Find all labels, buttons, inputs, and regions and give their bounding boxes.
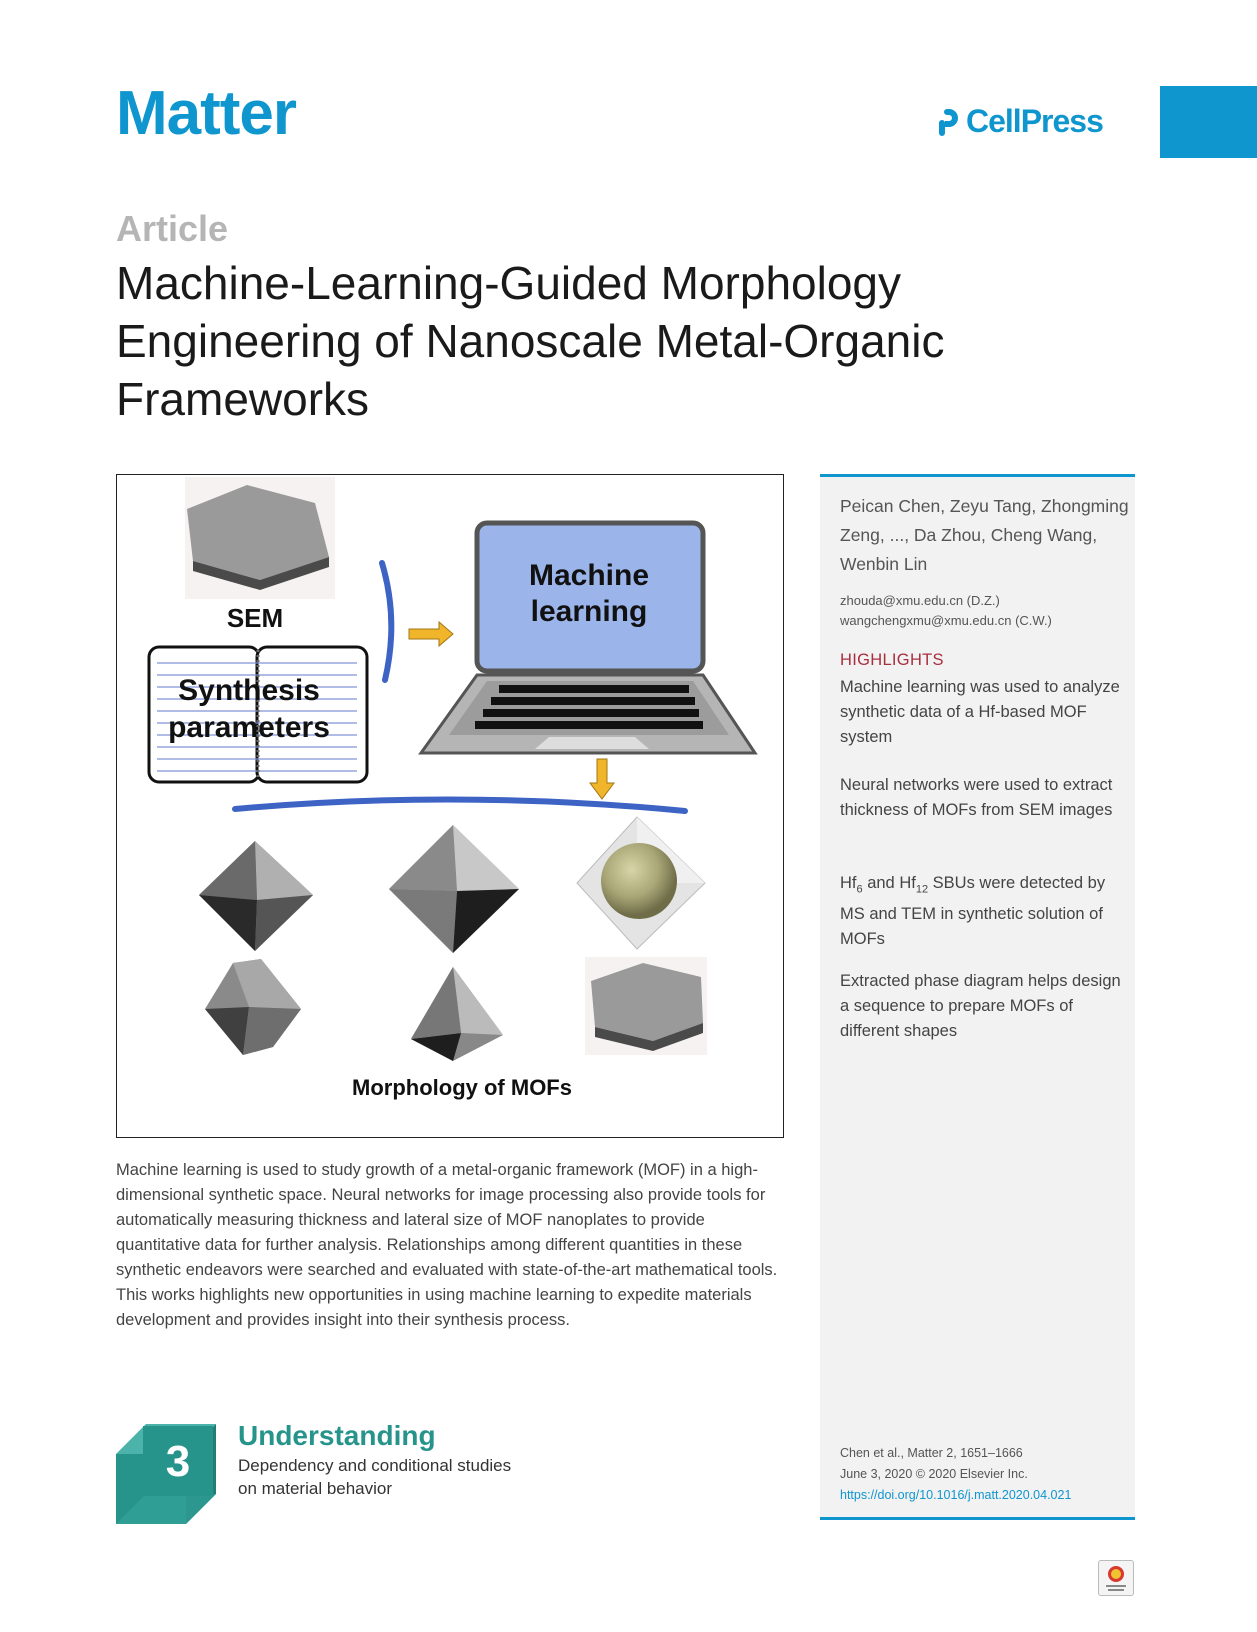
cellpress-logo-icon	[931, 105, 963, 137]
highlights-heading: HIGHLIGHTS	[840, 651, 944, 669]
journal-name: Matter	[116, 79, 297, 148]
highlight-item: Machine learning was used to analyze synthetic data of a Hf-based MOF system	[840, 678, 1120, 746]
truncated-octahedron-shape	[205, 959, 301, 1055]
level-description-line: on material behavior	[238, 1479, 393, 1498]
arrow-down-icon	[590, 759, 614, 799]
citation-block	[840, 1443, 1071, 1506]
publisher-name: CellPress	[966, 103, 1103, 139]
octahedron-shape	[199, 841, 313, 951]
doi-link[interactable]: https://doi.org/10.1016/j.matt.2020.04.021	[840, 1488, 1072, 1502]
graphical-abstract	[116, 474, 784, 1138]
level-cube-icon	[116, 1424, 216, 1524]
octahedron-sphere-shape	[577, 817, 705, 949]
article-type: Article	[116, 208, 229, 249]
screen-label-line2: learning	[530, 595, 648, 628]
level-description-line: Dependency and conditional studies	[238, 1456, 512, 1475]
level-title: Understanding	[238, 1420, 436, 1451]
brace-shape	[235, 799, 685, 811]
bracket-shape	[382, 563, 391, 680]
highlight-item: $Hf_6$ and $Hf_{12}$ SBUs were detected by MS and TEM in synthetic solution of MOFs	[840, 874, 1106, 949]
sem-label: SEM	[226, 603, 284, 633]
article-title: Machine-Learning-Guided Morphology Engineering of Nanoscale Metal-Organic Frameworks	[116, 257, 945, 425]
notebook-label-line2: parameters	[168, 711, 330, 744]
highlight-item: Neural networks were used to extract thickness of MOFs from SEM images	[840, 776, 1113, 819]
email-link[interactable]: wangchengxmu@xmu.edu.cn (C.W.)	[840, 613, 1052, 628]
level-description	[238, 1454, 511, 1500]
summary-paragraph: Machine learning is used to study growth of a metal-organic framework (MOF) in a high-dimensional synthetic space. Neural networks for image processing also provide tools for automatically measuring thickness and lateral size of MOF nanoplates to provide quantitative data for further analysis. Relationships among different quantities in these synthetic endeavors were searched and evaluated with state-of-the-art mathematical tools. This works highlights new opportunities in using machine learning to expedite materials development and provides insight into their synthesis process.	[116, 1161, 778, 1329]
tetrahedron-shape	[411, 967, 503, 1061]
author-list: Peican Chen, Zeyu Tang, Zhongming Zeng, ..., Da Zhou, Cheng Wang, Wenbin Lin	[840, 496, 1129, 574]
citation-line: June 3, 2020 © 2020 Elsevier Inc.	[840, 1467, 1028, 1481]
email-link[interactable]: zhouda@xmu.edu.cn (D.Z.)	[840, 593, 1000, 608]
morphology-caption: Morphology of MOFs	[352, 1075, 572, 1100]
sem-hexagon-plate	[185, 477, 335, 599]
level-number: 3	[165, 1437, 191, 1486]
correspondence-emails	[840, 591, 1052, 631]
laptop-icon	[421, 523, 755, 753]
notebook-label-line1: Synthesis	[178, 674, 320, 707]
citation-line: Chen et al., Matter 2, 1651–1666	[840, 1446, 1023, 1460]
check-for-updates-icon[interactable]	[1098, 1560, 1134, 1596]
arrow-right-icon	[409, 622, 453, 646]
screen-label-line1: Machine	[528, 559, 650, 592]
page-corner-tab	[1160, 86, 1257, 158]
highlight-item: Extracted phase diagram helps design a sequence to prepare MOFs of different shapes	[840, 972, 1121, 1040]
octahedron-shape	[389, 825, 519, 953]
hexagon-plate-shape	[585, 957, 707, 1055]
